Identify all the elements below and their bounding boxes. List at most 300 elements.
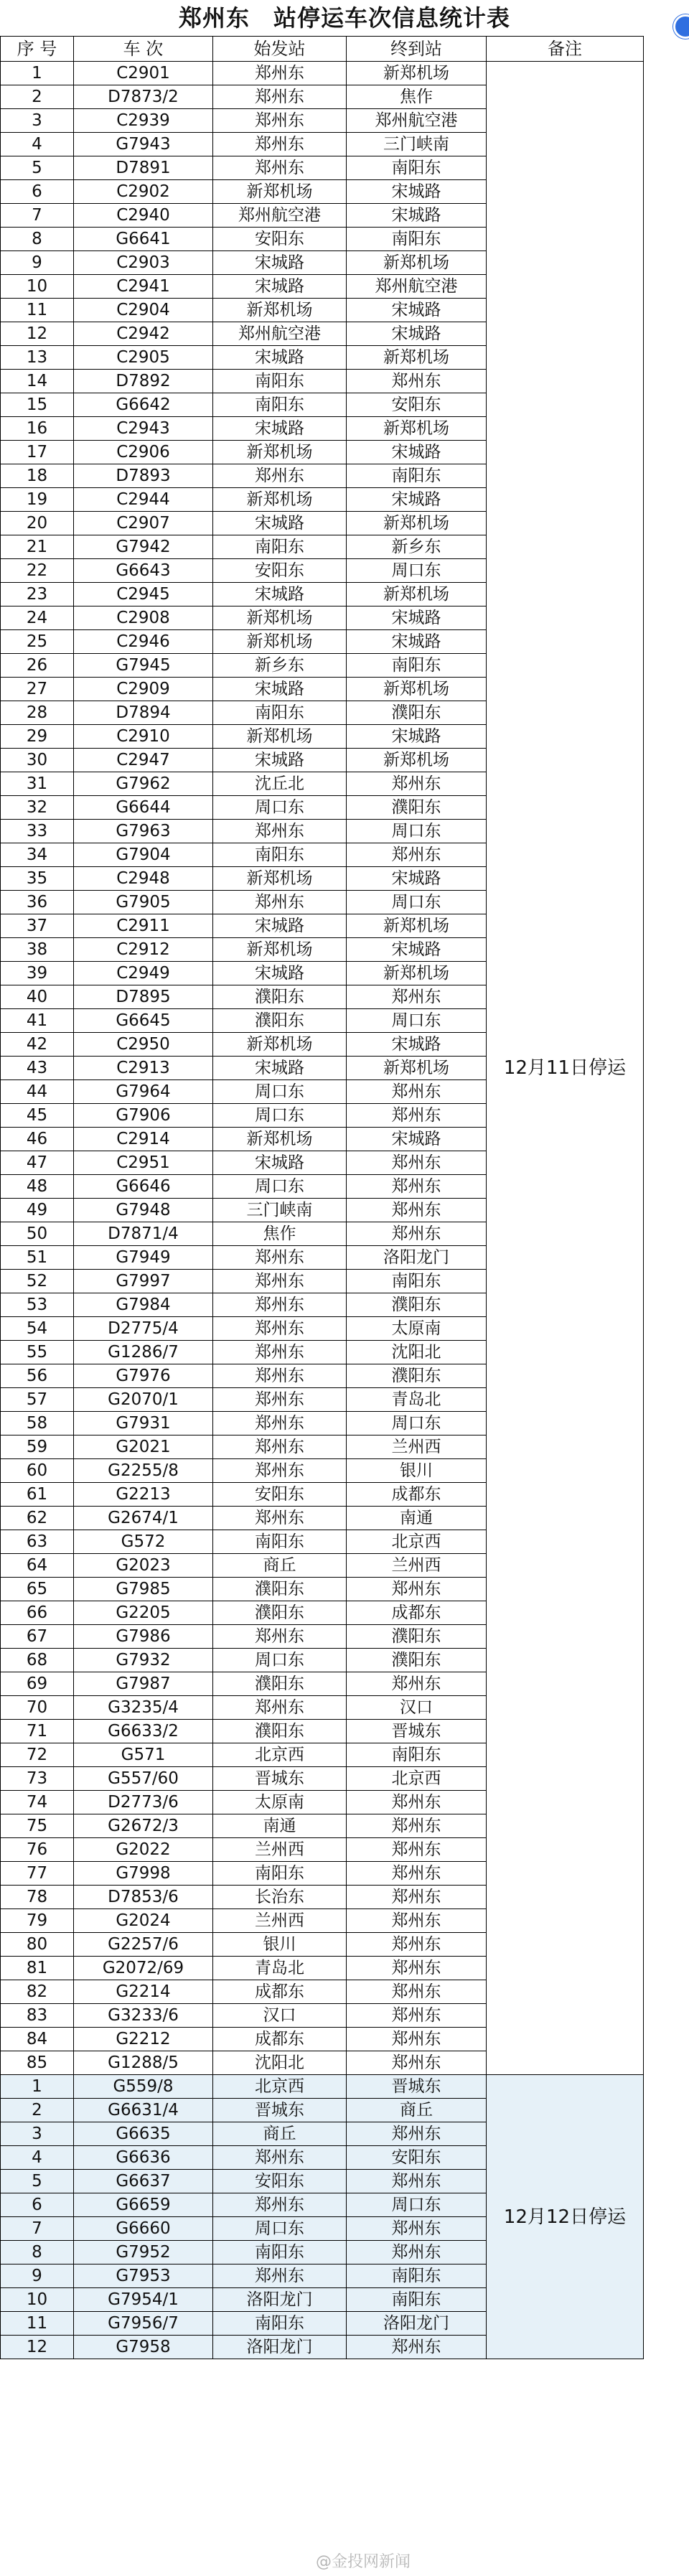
cell-origin: 宋城路 — [213, 1057, 347, 1080]
cell-train: D7893 — [74, 464, 213, 488]
cell-origin: 北京西 — [213, 1743, 347, 1767]
cell-index: 16 — [1, 417, 74, 441]
cell-train: C2946 — [74, 630, 213, 654]
header-row — [1, 37, 644, 62]
sheet-title: 郑州东 站停运车次信息统计表 — [178, 4, 510, 32]
cell-origin: 新郑机场 — [213, 299, 347, 322]
cell-train: C2901 — [74, 62, 213, 85]
cell-train: G7984 — [74, 1293, 213, 1317]
cell-destination: 成都东 — [347, 1601, 487, 1625]
cell-index: 52 — [1, 1270, 74, 1293]
cell-origin: 成都东 — [213, 1980, 347, 2004]
cell-train: G3233/6 — [74, 2004, 213, 2028]
cell-index: 24 — [1, 606, 74, 630]
cell-origin: 郑州东 — [213, 1459, 347, 1483]
cell-destination: 新郑机场 — [347, 962, 487, 985]
cell-origin: 三门峡南 — [213, 1199, 347, 1222]
cell-origin: 郑州东 — [213, 1696, 347, 1720]
cell-train: G2072/69 — [74, 1957, 213, 1980]
cell-index: 46 — [1, 1128, 74, 1151]
cell-index: 54 — [1, 1317, 74, 1341]
cell-train: G7963 — [74, 820, 213, 843]
cell-train: G6643 — [74, 559, 213, 583]
cell-train: C2949 — [74, 962, 213, 985]
cell-origin: 南阳东 — [213, 1530, 347, 1554]
cell-origin: 郑州东 — [213, 1270, 347, 1293]
cell-index: 80 — [1, 1933, 74, 1957]
table-body — [1, 62, 644, 2359]
cell-origin: 沈阳北 — [213, 2051, 347, 2075]
cell-origin: 郑州东 — [213, 1435, 347, 1459]
cell-index: 2 — [1, 85, 74, 109]
cell-train: G6636 — [74, 2146, 213, 2170]
cell-destination: 晋城东 — [347, 2075, 487, 2099]
cell-origin: 新郑机场 — [213, 867, 347, 891]
cell-origin: 宋城路 — [213, 275, 347, 299]
cell-train: G6642 — [74, 393, 213, 417]
cell-destination: 郑州航空港 — [347, 275, 487, 299]
cell-train: G7998 — [74, 1862, 213, 1886]
cell-train: C2947 — [74, 749, 213, 772]
cell-destination: 银川 — [347, 1459, 487, 1483]
cell-train: C2911 — [74, 914, 213, 938]
cell-origin: 郑州东 — [213, 1364, 347, 1388]
cell-origin: 宋城路 — [213, 749, 347, 772]
cell-train: G6641 — [74, 228, 213, 251]
cell-train: G6635 — [74, 2122, 213, 2146]
cell-destination: 郑州东 — [347, 2004, 487, 2028]
cell-origin: 银川 — [213, 1933, 347, 1957]
cell-origin: 商丘 — [213, 2122, 347, 2146]
cell-destination: 郑州东 — [347, 1980, 487, 2004]
cell-destination: 宋城路 — [347, 630, 487, 654]
cell-origin: 宋城路 — [213, 417, 347, 441]
cell-train: C2945 — [74, 583, 213, 606]
cell-train: G572 — [74, 1530, 213, 1554]
cell-index: 18 — [1, 464, 74, 488]
cell-origin: 宋城路 — [213, 1151, 347, 1175]
cell-train: G2674/1 — [74, 1507, 213, 1530]
cell-origin: 新乡东 — [213, 654, 347, 678]
cell-index: 67 — [1, 1625, 74, 1649]
cell-origin: 沈丘北 — [213, 772, 347, 796]
cell-origin: 周口东 — [213, 1175, 347, 1199]
cell-train: C2939 — [74, 109, 213, 133]
cell-index: 23 — [1, 583, 74, 606]
cell-origin: 洛阳龙门 — [213, 2288, 347, 2312]
cell-origin: 郑州航空港 — [213, 322, 347, 346]
cell-index: 81 — [1, 1957, 74, 1980]
cell-destination: 郑州东 — [347, 1578, 487, 1601]
cell-train: G6646 — [74, 1175, 213, 1199]
cell-index: 45 — [1, 1104, 74, 1128]
cell-origin: 安阳东 — [213, 2170, 347, 2193]
cell-index: 26 — [1, 654, 74, 678]
cell-origin: 新郑机场 — [213, 180, 347, 204]
cell-index: 76 — [1, 1838, 74, 1862]
cell-destination: 宋城路 — [347, 441, 487, 464]
cell-destination: 晋城东 — [347, 1720, 487, 1743]
cell-train: G7956/7 — [74, 2312, 213, 2336]
cell-train: C2906 — [74, 441, 213, 464]
cell-destination: 沈阳北 — [347, 1341, 487, 1364]
cell-origin: 新郑机场 — [213, 1128, 347, 1151]
cell-train: C2913 — [74, 1057, 213, 1080]
cell-destination: 郑州东 — [347, 2028, 487, 2051]
cell-index: 2 — [1, 2099, 74, 2122]
cell-destination: 濮阳东 — [347, 1364, 487, 1388]
cell-origin: 濮阳东 — [213, 1009, 347, 1033]
cell-index: 5 — [1, 156, 74, 180]
cell-destination: 宋城路 — [347, 488, 487, 512]
cell-destination: 新郑机场 — [347, 62, 487, 85]
cell-train: G7952 — [74, 2241, 213, 2264]
cell-origin: 太原南 — [213, 1791, 347, 1814]
cell-index: 36 — [1, 891, 74, 914]
cell-destination: 郑州东 — [347, 2122, 487, 2146]
cell-destination: 新郑机场 — [347, 914, 487, 938]
cell-train: C2950 — [74, 1033, 213, 1057]
cell-train: G7958 — [74, 2336, 213, 2359]
cell-index: 42 — [1, 1033, 74, 1057]
cell-index: 77 — [1, 1862, 74, 1886]
cell-destination: 郑州东 — [347, 1080, 487, 1104]
cell-train: G2213 — [74, 1483, 213, 1507]
cell-train: G2070/1 — [74, 1388, 213, 1412]
cell-train: G7976 — [74, 1364, 213, 1388]
cell-train: G7949 — [74, 1246, 213, 1270]
cell-train: C2948 — [74, 867, 213, 891]
cell-index: 9 — [1, 251, 74, 275]
cell-index: 6 — [1, 180, 74, 204]
cell-origin: 新郑机场 — [213, 1033, 347, 1057]
cell-destination: 洛阳龙门 — [347, 2312, 487, 2336]
cell-destination: 宋城路 — [347, 322, 487, 346]
cell-origin: 郑州东 — [213, 464, 347, 488]
cell-train: G557/60 — [74, 1767, 213, 1791]
cell-train: G2212 — [74, 2028, 213, 2051]
cell-origin: 新郑机场 — [213, 488, 347, 512]
cell-index: 20 — [1, 512, 74, 535]
cell-destination: 三门峡南 — [347, 133, 487, 156]
cell-origin: 濮阳东 — [213, 1720, 347, 1743]
cell-destination: 宋城路 — [347, 204, 487, 228]
cell-destination: 兰州西 — [347, 1435, 487, 1459]
cell-origin: 新郑机场 — [213, 441, 347, 464]
cell-train: C2902 — [74, 180, 213, 204]
cell-train: G7943 — [74, 133, 213, 156]
cell-origin: 郑州东 — [213, 1388, 347, 1412]
cell-index: 84 — [1, 2028, 74, 2051]
cell-train: C2951 — [74, 1151, 213, 1175]
cell-train: G2024 — [74, 1909, 213, 1933]
cell-origin: 郑州东 — [213, 1246, 347, 1270]
cell-index: 19 — [1, 488, 74, 512]
cell-destination: 周口东 — [347, 1412, 487, 1435]
cell-destination: 周口东 — [347, 820, 487, 843]
cell-train: G2022 — [74, 1838, 213, 1862]
table-row — [1, 2075, 644, 2099]
cell-train: C2914 — [74, 1128, 213, 1151]
cell-destination: 宋城路 — [347, 1033, 487, 1057]
cell-destination: 太原南 — [347, 1317, 487, 1341]
cell-index: 69 — [1, 1672, 74, 1696]
cell-origin: 南阳东 — [213, 843, 347, 867]
cell-destination: 南阳东 — [347, 2288, 487, 2312]
cell-index: 38 — [1, 938, 74, 962]
cell-train: D2773/6 — [74, 1791, 213, 1814]
cell-index: 49 — [1, 1199, 74, 1222]
cell-index: 11 — [1, 2312, 74, 2336]
cell-destination: 南阳东 — [347, 1270, 487, 1293]
cell-index: 75 — [1, 1814, 74, 1838]
cell-destination: 汉口 — [347, 1696, 487, 1720]
cell-destination: 周口东 — [347, 1009, 487, 1033]
cell-index: 34 — [1, 843, 74, 867]
cell-index: 55 — [1, 1341, 74, 1364]
cell-origin: 濮阳东 — [213, 985, 347, 1009]
cell-index: 27 — [1, 678, 74, 701]
cell-train: D2775/4 — [74, 1317, 213, 1341]
cell-destination: 洛阳龙门 — [347, 1246, 487, 1270]
cell-destination: 郑州航空港 — [347, 109, 487, 133]
header-index: 序 号 — [1, 37, 74, 62]
cell-index: 3 — [1, 2122, 74, 2146]
cell-train: G2255/8 — [74, 1459, 213, 1483]
cell-destination: 新郑机场 — [347, 583, 487, 606]
cell-origin: 南阳东 — [213, 535, 347, 559]
cell-index: 60 — [1, 1459, 74, 1483]
cell-index: 21 — [1, 535, 74, 559]
cell-origin: 郑州东 — [213, 1412, 347, 1435]
header-note: 备注 — [487, 37, 644, 62]
cell-train: G1288/5 — [74, 2051, 213, 2075]
cell-origin: 晋城东 — [213, 1767, 347, 1791]
cell-train: C2907 — [74, 512, 213, 535]
cell-destination: 宋城路 — [347, 180, 487, 204]
cell-train: G7948 — [74, 1199, 213, 1222]
cell-destination: 郑州东 — [347, 772, 487, 796]
cell-origin: 汉口 — [213, 2004, 347, 2028]
cell-destination: 北京西 — [347, 1530, 487, 1554]
cell-index: 72 — [1, 1743, 74, 1767]
cell-destination: 郑州东 — [347, 1175, 487, 1199]
cell-origin: 周口东 — [213, 1104, 347, 1128]
cell-destination: 北京西 — [347, 1767, 487, 1791]
cell-index: 12 — [1, 2336, 74, 2359]
cell-index: 33 — [1, 820, 74, 843]
cell-train: G7987 — [74, 1672, 213, 1696]
cell-train: G7945 — [74, 654, 213, 678]
cell-index: 51 — [1, 1246, 74, 1270]
cell-index: 7 — [1, 2217, 74, 2241]
cell-train: C2910 — [74, 725, 213, 749]
cell-index: 68 — [1, 1649, 74, 1672]
cell-index: 83 — [1, 2004, 74, 2028]
cell-index: 63 — [1, 1530, 74, 1554]
cell-destination: 周口东 — [347, 559, 487, 583]
cell-destination: 商丘 — [347, 2099, 487, 2122]
cell-destination: 南通 — [347, 1507, 487, 1530]
cell-origin: 南通 — [213, 1814, 347, 1838]
cell-origin: 郑州东 — [213, 820, 347, 843]
cell-train: C2909 — [74, 678, 213, 701]
cell-train: G571 — [74, 1743, 213, 1767]
cell-destination: 郑州东 — [347, 1151, 487, 1175]
cell-origin: 郑州东 — [213, 62, 347, 85]
cell-origin: 青岛北 — [213, 1957, 347, 1980]
cell-index: 35 — [1, 867, 74, 891]
cell-origin: 商丘 — [213, 1554, 347, 1578]
cell-index: 73 — [1, 1767, 74, 1791]
cell-index: 37 — [1, 914, 74, 938]
cell-train: C2944 — [74, 488, 213, 512]
cell-train: G2023 — [74, 1554, 213, 1578]
cell-destination: 郑州东 — [347, 1909, 487, 1933]
cell-destination: 兰州西 — [347, 1554, 487, 1578]
cell-index: 61 — [1, 1483, 74, 1507]
cell-train: G7942 — [74, 535, 213, 559]
cell-index: 3 — [1, 109, 74, 133]
cell-train: G2214 — [74, 1980, 213, 2004]
cell-train: C2908 — [74, 606, 213, 630]
cell-destination: 郑州东 — [347, 2217, 487, 2241]
cell-index: 70 — [1, 1696, 74, 1720]
cell-origin: 安阳东 — [213, 228, 347, 251]
cell-train: D7853/6 — [74, 1886, 213, 1909]
cell-index: 11 — [1, 299, 74, 322]
cell-destination: 新乡东 — [347, 535, 487, 559]
cell-index: 82 — [1, 1980, 74, 2004]
cell-index: 50 — [1, 1222, 74, 1246]
cell-train: C2905 — [74, 346, 213, 370]
cell-train: G6644 — [74, 796, 213, 820]
cell-destination: 南阳东 — [347, 156, 487, 180]
cell-index: 22 — [1, 559, 74, 583]
cell-index: 66 — [1, 1601, 74, 1625]
cell-train: G7904 — [74, 843, 213, 867]
cell-origin: 郑州东 — [213, 1341, 347, 1364]
cell-origin: 郑州东 — [213, 1317, 347, 1341]
cell-origin: 郑州东 — [213, 133, 347, 156]
cell-train: C2903 — [74, 251, 213, 275]
cell-origin: 成都东 — [213, 2028, 347, 2051]
cell-origin: 南阳东 — [213, 2241, 347, 2264]
cell-note: 12月11日停运 — [487, 62, 644, 2075]
cell-train: C2942 — [74, 322, 213, 346]
cell-destination: 成都东 — [347, 1483, 487, 1507]
cell-train: G1286/7 — [74, 1341, 213, 1364]
cell-destination: 南阳东 — [347, 654, 487, 678]
cell-origin: 郑州东 — [213, 2264, 347, 2288]
cell-origin: 宋城路 — [213, 962, 347, 985]
cell-origin: 郑州东 — [213, 156, 347, 180]
cell-origin: 宋城路 — [213, 678, 347, 701]
cell-index: 64 — [1, 1554, 74, 1578]
cell-index: 47 — [1, 1151, 74, 1175]
cell-destination: 宋城路 — [347, 1128, 487, 1151]
cell-train: G6637 — [74, 2170, 213, 2193]
cell-destination: 周口东 — [347, 891, 487, 914]
cell-train: G7953 — [74, 2264, 213, 2288]
cell-train: G7906 — [74, 1104, 213, 1128]
watermark: @金投网新闻 — [316, 2553, 411, 2571]
cell-destination: 郑州东 — [347, 2241, 487, 2264]
cell-destination: 安阳东 — [347, 393, 487, 417]
cell-index: 65 — [1, 1578, 74, 1601]
cell-train: C2912 — [74, 938, 213, 962]
cell-train: G7931 — [74, 1412, 213, 1435]
cell-destination: 郑州东 — [347, 1104, 487, 1128]
cell-origin: 新郑机场 — [213, 725, 347, 749]
cell-index: 4 — [1, 2146, 74, 2170]
cell-index: 17 — [1, 441, 74, 464]
cell-destination: 郑州东 — [347, 1933, 487, 1957]
cell-index: 1 — [1, 62, 74, 85]
header-destination: 终到站 — [347, 37, 487, 62]
cell-origin: 宋城路 — [213, 583, 347, 606]
cell-destination: 郑州东 — [347, 1957, 487, 1980]
cell-train: D7892 — [74, 370, 213, 393]
cell-destination: 宋城路 — [347, 867, 487, 891]
cell-origin: 郑州东 — [213, 109, 347, 133]
cell-origin: 南阳东 — [213, 1862, 347, 1886]
cell-index: 5 — [1, 2170, 74, 2193]
cell-index: 10 — [1, 2288, 74, 2312]
cell-origin: 焦作 — [213, 1222, 347, 1246]
cell-index: 13 — [1, 346, 74, 370]
cell-train: G2205 — [74, 1601, 213, 1625]
cell-index: 39 — [1, 962, 74, 985]
cell-origin: 周口东 — [213, 2217, 347, 2241]
cell-destination: 郑州东 — [347, 1222, 487, 1246]
cell-destination: 郑州东 — [347, 2170, 487, 2193]
cell-destination: 郑州东 — [347, 1838, 487, 1862]
cell-train: G2672/3 — [74, 1814, 213, 1838]
cell-index: 32 — [1, 796, 74, 820]
cell-train: G3235/4 — [74, 1696, 213, 1720]
cell-destination: 宋城路 — [347, 725, 487, 749]
cell-origin: 安阳东 — [213, 559, 347, 583]
cell-destination: 南阳东 — [347, 1743, 487, 1767]
cell-train: G6659 — [74, 2193, 213, 2217]
cell-train: G7905 — [74, 891, 213, 914]
cell-train: G559/8 — [74, 2075, 213, 2099]
cell-train: G7932 — [74, 1649, 213, 1672]
cell-train: C2940 — [74, 204, 213, 228]
cell-destination: 焦作 — [347, 85, 487, 109]
cell-origin: 晋城东 — [213, 2099, 347, 2122]
cell-origin: 兰州西 — [213, 1909, 347, 1933]
cell-index: 59 — [1, 1435, 74, 1459]
cell-origin: 郑州东 — [213, 1507, 347, 1530]
cell-index: 43 — [1, 1057, 74, 1080]
cell-train: G6631/4 — [74, 2099, 213, 2122]
cell-origin: 郑州航空港 — [213, 204, 347, 228]
cell-origin: 濮阳东 — [213, 1672, 347, 1696]
cell-train: D7873/2 — [74, 85, 213, 109]
cell-destination: 濮阳东 — [347, 1293, 487, 1317]
cell-index: 6 — [1, 2193, 74, 2217]
cell-origin: 郑州东 — [213, 85, 347, 109]
cell-index: 25 — [1, 630, 74, 654]
cell-destination: 郑州东 — [347, 1814, 487, 1838]
cell-train: G6645 — [74, 1009, 213, 1033]
cell-origin: 新郑机场 — [213, 938, 347, 962]
cell-destination: 周口东 — [347, 2193, 487, 2217]
cell-origin: 郑州东 — [213, 2193, 347, 2217]
cell-train: D7894 — [74, 701, 213, 725]
